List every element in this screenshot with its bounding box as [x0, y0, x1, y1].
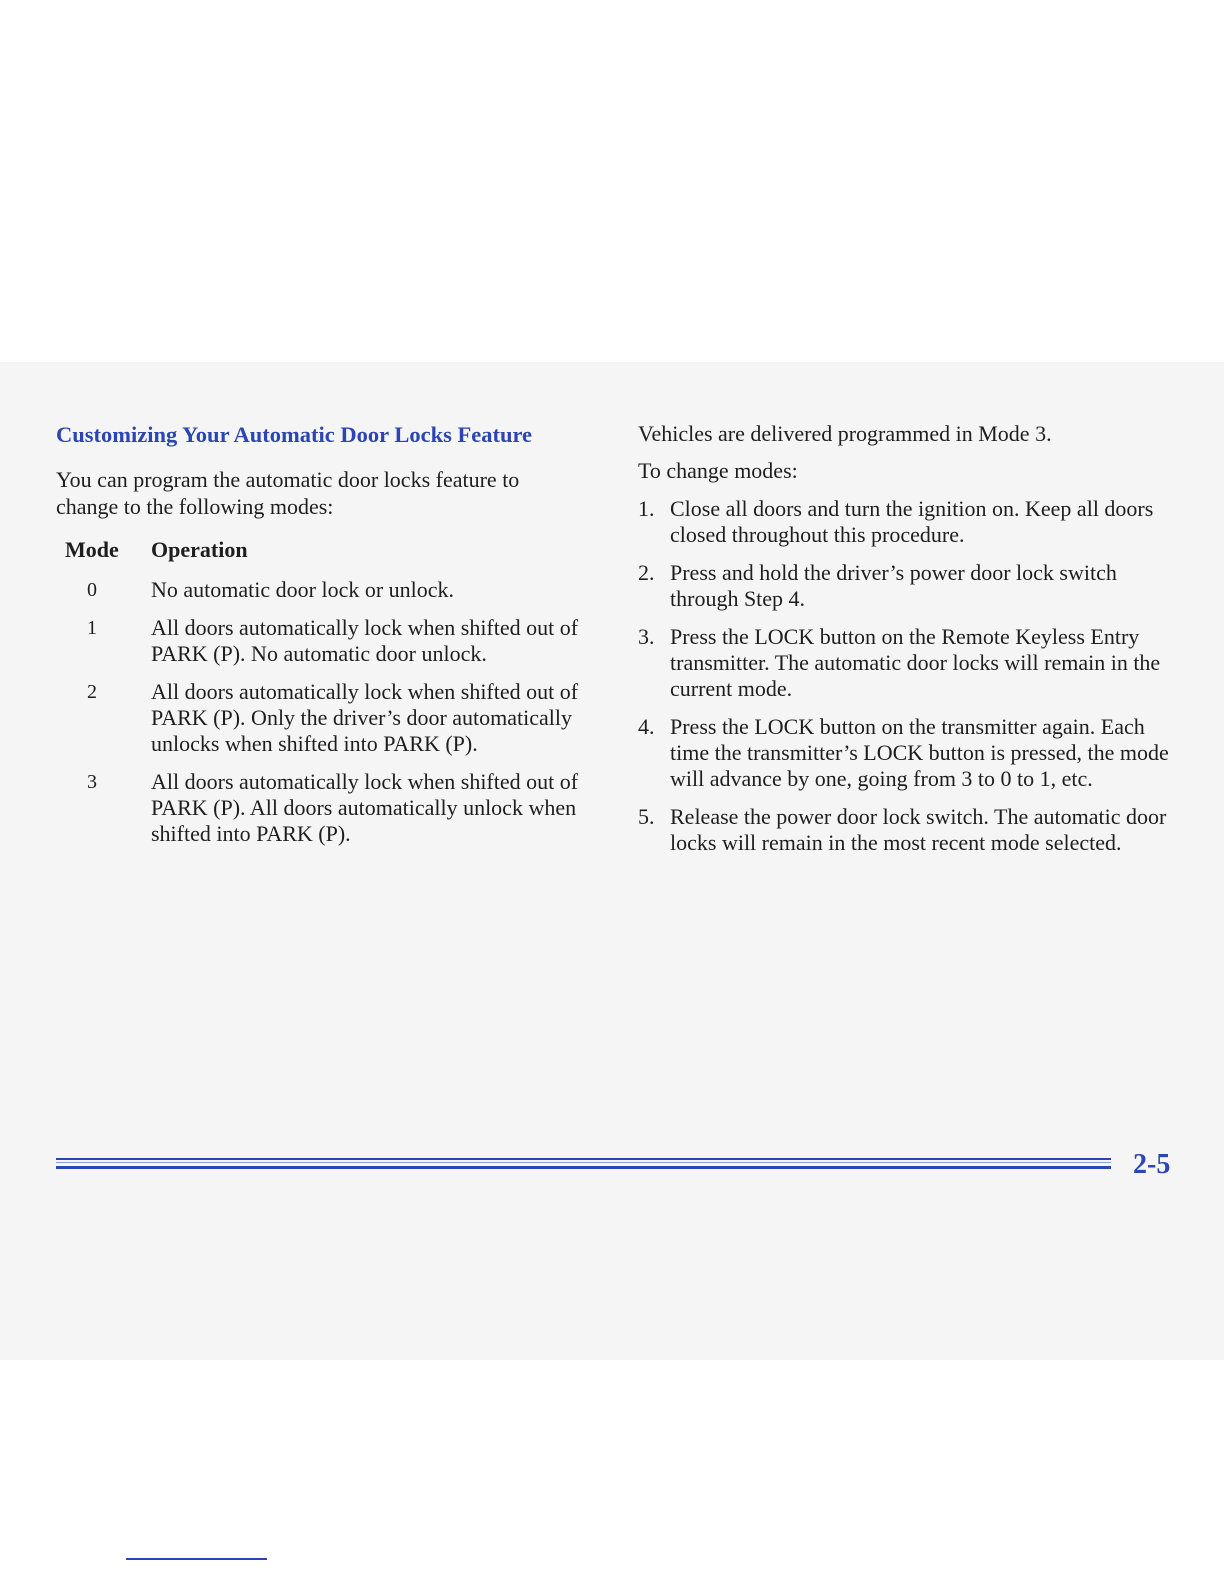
- table-row: [56, 769, 586, 859]
- step-text: Press and hold the driver’s power door lock switch through Step 4.: [670, 560, 1117, 611]
- mode-operation: All doors automatically lock when shifted out of PARK (P). All doors automatically unlock when shifted into PARK (P).: [151, 769, 579, 846]
- intro-paragraph: You can program the automatic door locks feature to change to the following modes:: [56, 467, 520, 519]
- step-number: 1.: [638, 496, 655, 521]
- step-text: Release the power door lock switch. The automatic door locks will remain in the most recent mode selected.: [670, 804, 1167, 855]
- mode-table: [56, 536, 586, 859]
- step-number: 2.: [638, 560, 655, 585]
- step-number: 5.: [638, 804, 655, 829]
- mode-operation: No automatic door lock or unlock.: [151, 577, 455, 602]
- step-text: Press the LOCK button on the Remote Keyless Entry transmitter. The automatic door locks will remain in the current mode.: [670, 624, 1161, 701]
- steps-list: [638, 496, 1186, 856]
- list-item: [638, 496, 1186, 548]
- bottom-divider: [126, 1558, 267, 1560]
- mode-table-header-row: [56, 536, 586, 577]
- list-item: [638, 714, 1186, 792]
- delivered-paragraph: Vehicles are delivered programmed in Mode 3.: [638, 421, 1052, 446]
- left-column: [56, 420, 586, 859]
- mode-number: 1: [87, 617, 97, 639]
- step-number: 3.: [638, 624, 655, 649]
- section-title: Customizing Your Automatic Door Locks Feature: [56, 422, 533, 447]
- footer-rule-line: [56, 1162, 1111, 1163]
- change-intro: To change modes:: [638, 458, 798, 483]
- mode-operation: All doors automatically lock when shifted out of PARK (P). Only the driver’s door automatically unlocks when shifted into PARK (P).: [151, 679, 579, 756]
- mode-number: 2: [87, 681, 97, 703]
- table-row: [56, 615, 586, 679]
- list-item: [638, 804, 1186, 856]
- step-text: Close all doors and turn the ignition on. Keep all doors closed throughout this procedure.: [670, 496, 1154, 547]
- footer-rule: [56, 1158, 1111, 1172]
- list-item: [638, 560, 1186, 612]
- table-row: [56, 679, 586, 769]
- footer-rule-line: [56, 1158, 1111, 1160]
- step-text: Press the LOCK button on the transmitter again. Each time the transmitter’s LOCK button is pressed, the mode will advance by one, going from 3 to 0 to 1, etc.: [670, 714, 1169, 791]
- mode-header: Mode: [65, 537, 119, 562]
- mode-operation: All doors automatically lock when shifted out of PARK (P). No automatic door unlock.: [151, 615, 579, 666]
- table-row: [56, 577, 586, 615]
- page-number: 2-5: [1133, 1149, 1171, 1180]
- operation-header: Operation: [151, 537, 248, 562]
- list-item: [638, 624, 1186, 702]
- right-column: [638, 420, 1186, 868]
- mode-number: 3: [87, 771, 97, 793]
- footer-rule-line: [56, 1166, 1111, 1169]
- mode-number: 0: [87, 579, 97, 601]
- step-number: 4.: [638, 714, 655, 739]
